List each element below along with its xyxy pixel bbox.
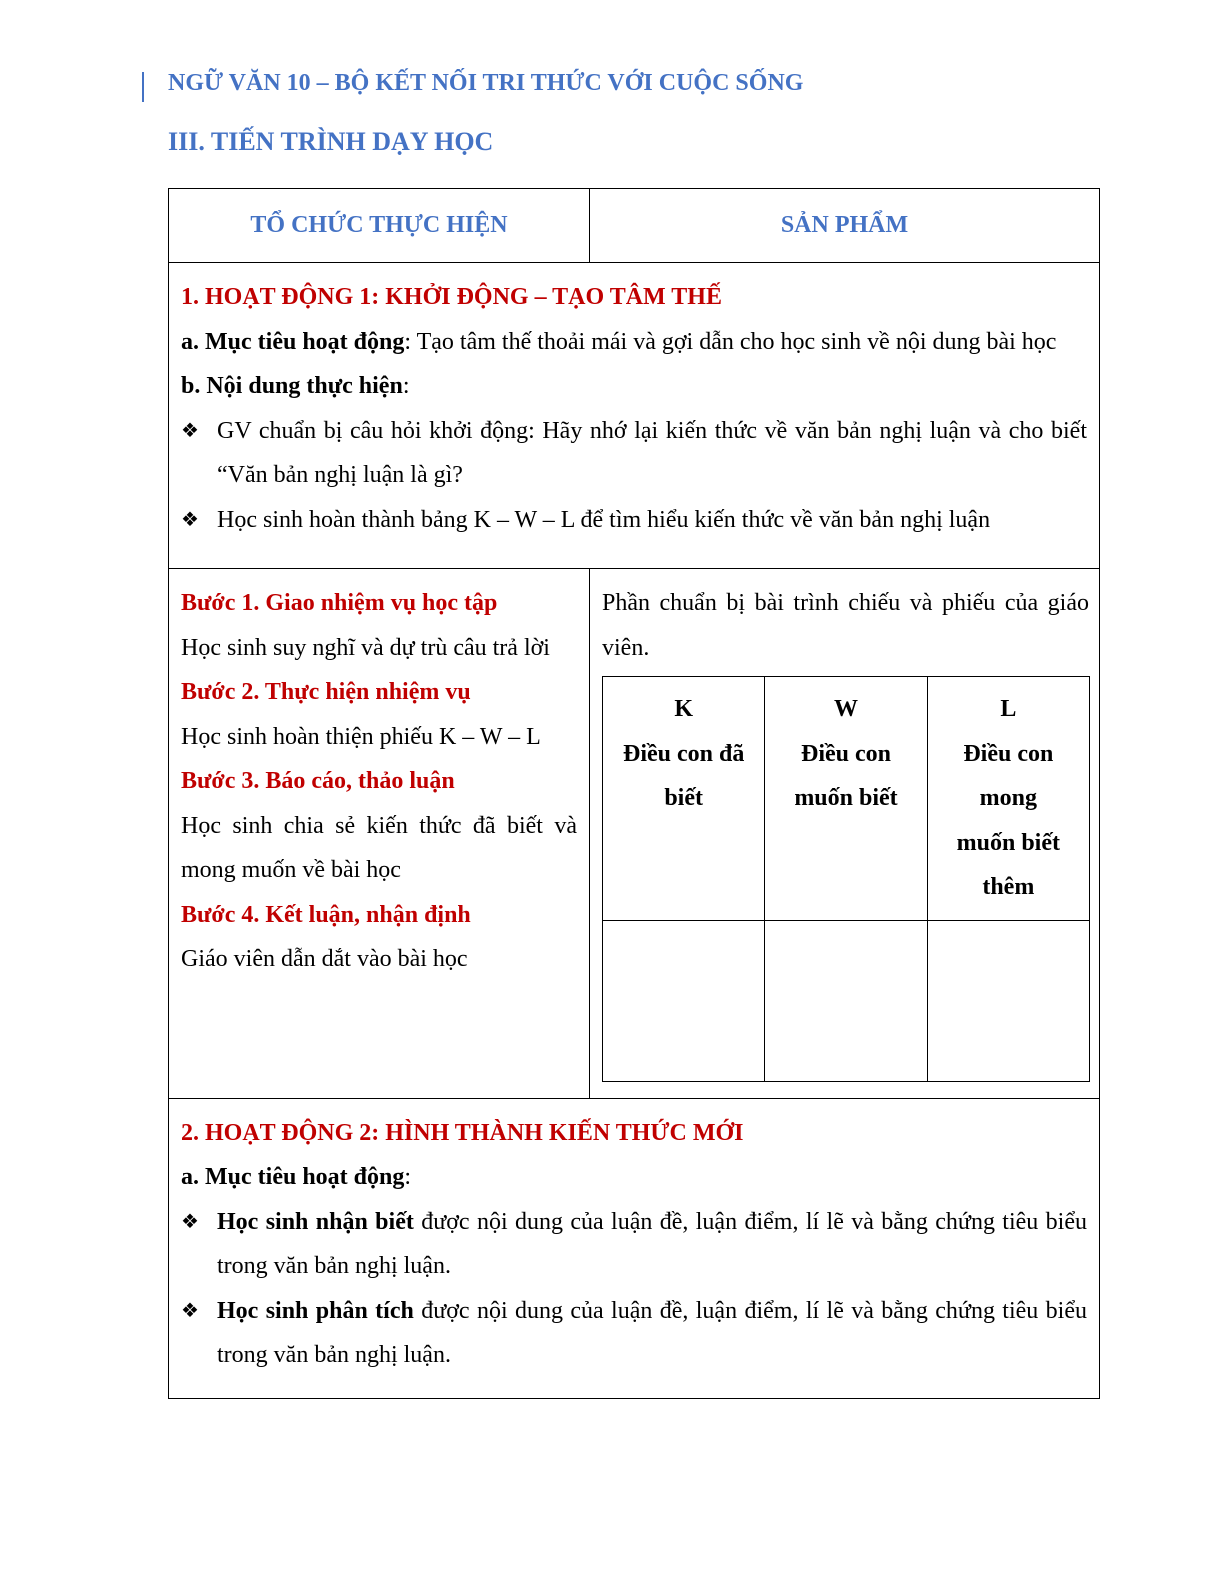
step-2-label: Bước 2. Thực hiện nhiệm vụ: [181, 679, 471, 705]
kwl-l-desc: Điều con mong muốn biết thêm: [956, 740, 1060, 900]
activity1-goal-text: : Tạo tâm thế thoải mái và gợi dẫn cho học sinh về nội dung bài học: [404, 328, 1057, 355]
kwl-header-k: [603, 677, 765, 921]
step-3-label: Bước 3. Báo cáo, thảo luận: [181, 768, 455, 794]
step-2-text: Học sinh hoàn thiện phiếu K – W – L: [181, 723, 541, 750]
step-1-text: Học sinh suy nghĩ và dự trù câu trả lời: [181, 634, 550, 661]
diamond-bullet-icon: ❖: [181, 1299, 199, 1322]
activity2-bullet-2-bold: Học sinh phân tích: [217, 1297, 414, 1324]
header-accent-bar: [142, 72, 144, 102]
activity1-content-colon: :: [402, 373, 410, 399]
document-header-title: NGỮ VĂN 10 – BỘ KẾT NỐI TRI THỨC VỚI CUỘC SỐNG: [168, 70, 804, 96]
kwl-cell-w-empty: [765, 920, 927, 1081]
diamond-bullet-icon: ❖: [181, 419, 199, 442]
section-title: III. TIẾN TRÌNH DẠY HỌC: [168, 127, 494, 156]
step-3-text: Học sinh chia sẻ kiến thức đã biết và mong muốn về bài học: [181, 812, 577, 883]
kwl-l-letter: L: [1000, 696, 1017, 722]
kwl-cell-l-empty: [927, 920, 1089, 1081]
activity2-bullet-1-rest: được nội dung của luận đề, luận điểm, lí lẽ và bằng chứng tiêu biểu trong văn bản nghị luận.: [217, 1208, 1087, 1279]
activity1-bullet-1: [181, 409, 1087, 498]
activity2-bullet-1-bold: Học sinh nhận biết: [217, 1208, 414, 1235]
activity1-content: [181, 364, 1087, 409]
activity1-bullet-1-text: GV chuẩn bị câu hỏi khởi động: Hãy nhớ lại kiến thức về văn bản nghị luận và cho biết “Văn bản nghị luận là gì?: [217, 417, 1087, 488]
activity2-goal-colon: :: [404, 1164, 412, 1190]
activity2-bullet-2-rest: được nội dung của luận đề, luận điểm, lí lẽ và bằng chứng tiêu biểu trong văn bản nghị luận.: [217, 1297, 1087, 1368]
diamond-bullet-icon: ❖: [181, 508, 199, 531]
activity1-bullet-2-text: Học sinh hoàn thành bảng K – W – L để tìm hiểu kiến thức về văn bản nghị luận: [217, 506, 991, 533]
kwl-table: [602, 676, 1090, 1082]
activity1-goal-label: a. Mục tiêu hoạt động: [181, 328, 405, 355]
kwl-cell-k-empty: [603, 920, 765, 1081]
kwl-w-desc: Điều con muốn biết: [794, 740, 898, 811]
kwl-w-letter: W: [833, 696, 858, 722]
activity2-description-cell: [169, 1098, 1100, 1398]
activity1-bullet-2: [181, 498, 1087, 543]
activity1-title: 1. HOẠT ĐỘNG 1: KHỞI ĐỘNG – TẠO TÂM THẾ: [181, 284, 722, 310]
kwl-header-l: [927, 677, 1089, 921]
column-header-product: SẢN PHẨM: [590, 189, 1100, 263]
activity1-product-cell: [590, 569, 1100, 1099]
diamond-bullet-icon: ❖: [181, 1210, 199, 1233]
activity2-bullet-2: [181, 1289, 1087, 1378]
activity1-goal: [181, 320, 1087, 365]
activity2-goal-label: a. Mục tiêu hoạt động: [181, 1164, 405, 1190]
kwl-k-desc: Điều con đã biết: [622, 740, 745, 811]
activity1-content-label: b. Nội dung thực hiện: [181, 373, 403, 399]
kwl-header-w: [765, 677, 927, 921]
kwl-k-letter: K: [674, 696, 693, 722]
activity2-goal: [181, 1155, 1087, 1200]
activity2-title: 2. HOẠT ĐỘNG 2: HÌNH THÀNH KIẾN THỨC MỚI: [181, 1119, 744, 1146]
activity2-bullet-1: [181, 1200, 1087, 1289]
activity1-description-cell: [169, 263, 1100, 569]
activity2-bullet-1-text: [217, 1200, 1087, 1289]
product-description: Phần chuẩn bị bài trình chiếu và phiếu của giáo viên.: [602, 590, 1089, 661]
step-4-text: Giáo viên dẫn dắt vào bài học: [181, 946, 468, 972]
activity1-steps-cell: [169, 569, 590, 1099]
step-1-label: Bước 1. Giao nhiệm vụ học tập: [181, 590, 498, 616]
activity2-bullet-2-text: [217, 1289, 1087, 1378]
column-header-organization: TỔ CHỨC THỰC HIỆN: [169, 189, 590, 263]
step-4-label: Bước 4. Kết luận, nhận định: [181, 901, 471, 928]
lesson-table: [168, 188, 1100, 1399]
